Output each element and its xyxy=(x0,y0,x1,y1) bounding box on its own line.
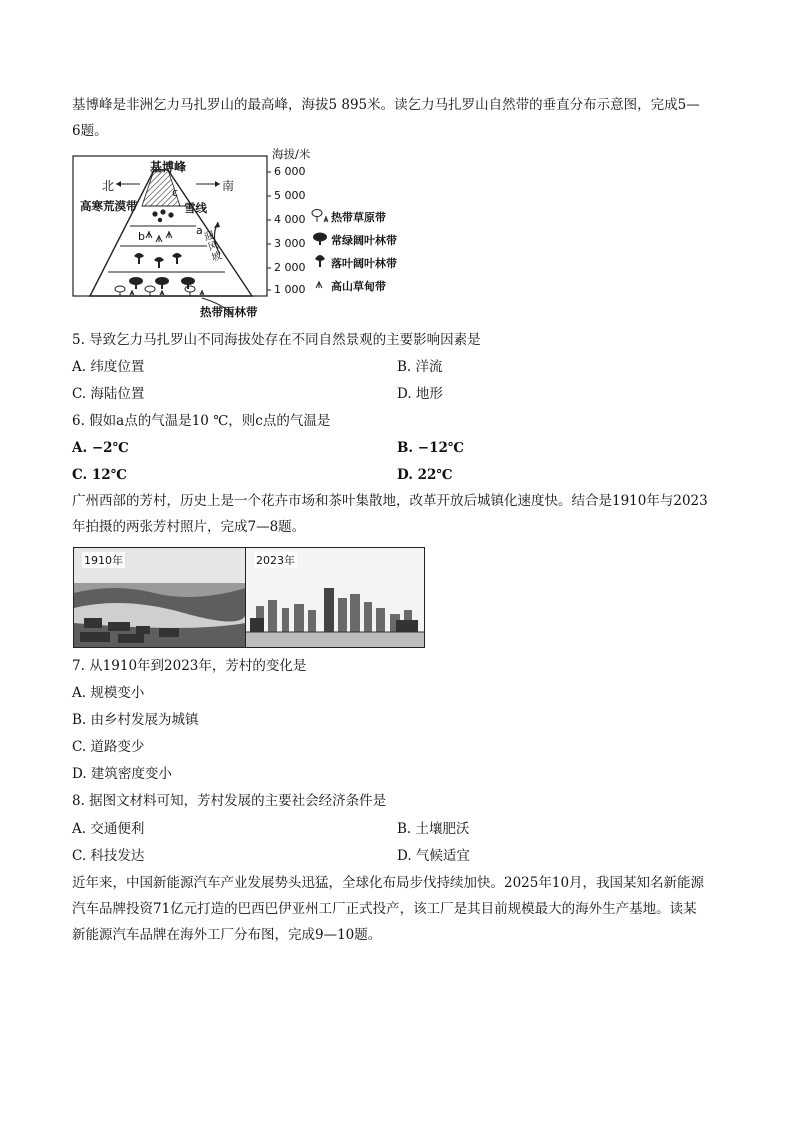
evergreen-belt-symbols xyxy=(129,277,195,289)
north-label: 北 xyxy=(102,179,115,193)
rainforest-label: 热带雨林带 xyxy=(200,305,258,319)
option-d: D. 地形 xyxy=(397,386,443,402)
photo-1910-label: 1910年 xyxy=(84,554,123,567)
alpine-meadow-icon xyxy=(316,281,322,288)
savanna-belt-symbols xyxy=(115,286,204,296)
option-a: A. 交通便利 xyxy=(72,821,145,837)
question-stem: 7. 从1910年到2023年，芳村的变化是 xyxy=(72,658,307,674)
savanna-icon xyxy=(312,210,328,223)
tick-label: 5 000 xyxy=(274,189,306,202)
option-c: C. 道路变少 xyxy=(72,739,145,755)
point-b-label: b xyxy=(138,230,145,243)
option-a: A. −2℃ xyxy=(72,440,129,456)
option-c: C. 海陆位置 xyxy=(72,386,145,402)
intro-paragraph-line: 6题。 xyxy=(72,123,108,139)
question-stem: 8. 据图文材料可知，芳村发展的主要社会经济条件是 xyxy=(72,793,387,809)
intro-paragraph-line: 新能源汽车品牌在海外工厂分布图，完成9—10题。 xyxy=(72,927,382,943)
snow-line-label: 雪线 xyxy=(184,201,207,215)
legend-label: 常绿阔叶林带 xyxy=(331,234,397,247)
windward-label: 迎风坡 xyxy=(202,229,224,265)
option-a: A. 规模变小 xyxy=(72,685,145,701)
photo-2023-label: 2023年 xyxy=(256,554,295,567)
legend-label: 热带草原带 xyxy=(331,211,386,224)
desert-belt-label: 高寒荒漠带 xyxy=(80,199,138,213)
option-b: B. 土壤肥沃 xyxy=(397,821,470,837)
option-b: B. 洋流 xyxy=(397,359,443,375)
mountain-vertical-zonation-figure xyxy=(72,148,412,318)
question-stem: 5. 导致乞力马扎罗山不同海拔处存在不同自然景观的主要影响因素是 xyxy=(72,332,481,348)
point-a-label: a xyxy=(196,224,203,237)
tick-label: 2 000 xyxy=(274,261,306,274)
option-d: D. 气候适宜 xyxy=(397,848,470,864)
intro-paragraph-line: 年拍摄的两张芳村照片，完成7—8题。 xyxy=(72,519,306,535)
desert-belt-symbols xyxy=(152,209,173,222)
altitude-axis xyxy=(267,172,271,290)
tick-label: 4 000 xyxy=(274,213,306,226)
tick-label: 1 000 xyxy=(274,283,306,296)
option-d: D. 22℃ xyxy=(397,467,453,483)
intro-paragraph-line: 近年来，中国新能源汽车产业发展势头迅猛，全球化布局步伐持续加快。2025年10月，我国某知名新能源 xyxy=(72,875,705,891)
intro-paragraph-line: 广州西部的芳村，历史上是一个花卉市场和茶叶集散地，改革开放后城镇化速度快。结合是1910年与2023 xyxy=(72,493,708,509)
peak-label: 基博峰 xyxy=(150,160,187,174)
photo-1910 xyxy=(73,547,247,648)
point-c-label: c xyxy=(172,186,179,199)
option-a: A. 纬度位置 xyxy=(72,359,145,375)
legend-label: 高山草甸带 xyxy=(331,280,386,293)
question-stem: 6. 假如a点的气温是10 ℃，则c点的气温是 xyxy=(72,413,331,429)
south-label: 南 xyxy=(222,179,235,193)
photo-2023 xyxy=(245,547,425,648)
tick-label: 3 000 xyxy=(274,237,306,250)
deciduous-broadleaf-icon xyxy=(315,255,325,267)
option-b: B. 由乡村发展为城镇 xyxy=(72,712,199,728)
option-d: D. 建筑密度变小 xyxy=(72,766,172,782)
altitude-axis-title: 海拔/米 xyxy=(272,147,311,161)
deciduous-belt-symbols xyxy=(134,253,182,268)
option-b: B. −12℃ xyxy=(397,440,465,456)
evergreen-broadleaf-icon xyxy=(313,233,327,246)
option-c: C. 科技发达 xyxy=(72,848,145,864)
intro-paragraph-line: 基博峰是非洲乞力马扎罗山的最高峰，海拔5 895米。读乞力马扎罗山自然带的垂直分布示意图，完成5— xyxy=(72,97,700,113)
alpine-meadow-symbols xyxy=(146,231,172,242)
option-c: C. 12℃ xyxy=(72,467,127,483)
legend-label: 落叶阔叶林带 xyxy=(331,257,397,270)
tick-label: 6 000 xyxy=(274,165,306,178)
intro-paragraph-line: 汽车品牌投资71亿元打造的巴西巴伊亚州工厂正式投产，该工厂是其目前规模最大的海外生产基地。读某 xyxy=(72,901,697,917)
